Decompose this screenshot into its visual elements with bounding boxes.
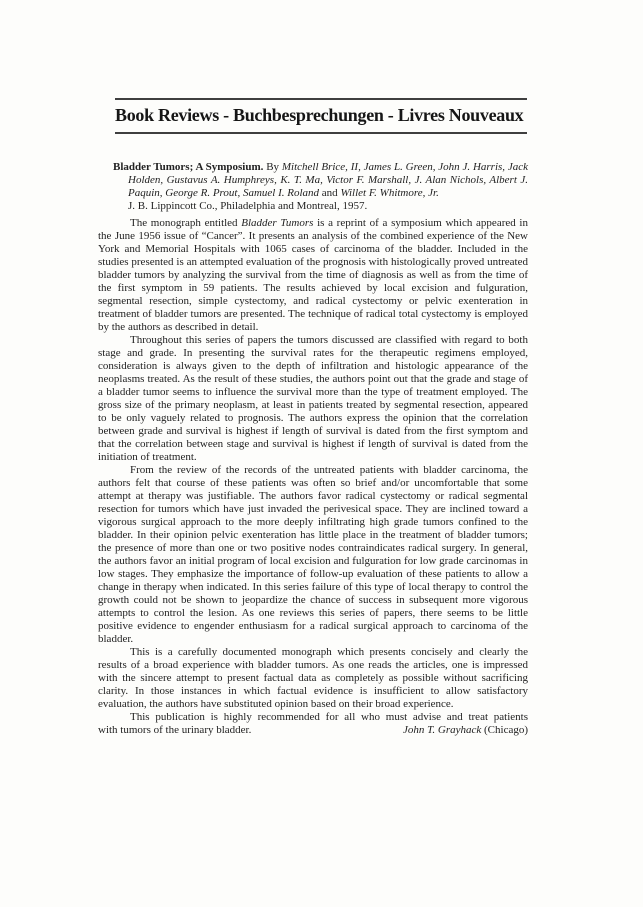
citation-authors-part2: Willet F. Whitmore, Jr. xyxy=(340,187,439,199)
closing-line-1: This publication is highly recommended for all who must advise and treat patients xyxy=(130,711,528,723)
closing-line-2-text: with tumors of the urinary bladder. xyxy=(98,724,252,736)
citation-and-word: and xyxy=(321,187,338,199)
review-paragraph-1 xyxy=(98,217,528,334)
citation-book-title: Bladder Tumors; A Symposium. xyxy=(113,161,264,173)
masthead xyxy=(115,98,527,134)
citation-by-word: By xyxy=(266,161,280,173)
reviewer-location: (Chicago) xyxy=(484,724,528,736)
review-paragraph-2: Throughout this series of papers the tumors discussed are classified with regard to both stage and grade. In presenting the survival rates for the therapeutic regimens employed, consideration is always given to the depth of infiltration and histologic appearance of the neoplasms treated. As the result of these studies, the authors point out that the grade and stage of a bladder tumor seems to influence the survival more than the type of treatment employed. The gross size of the primary neoplasm, at least in patients treated by segmental resection, appeared to be only vaguely related to prognosis. The authors express the opinion that the correlation between grade and survival is highest if length of survival is dated from the first symptom and that the correlation between stage and survival is highest if length of survival is dated from the initiation of treatment. xyxy=(98,334,528,463)
book-citation xyxy=(98,161,528,213)
review-paragraph-4: This is a carefully documented monograph which presents concisely and clearly the results of a broad experience with bladder tumors. As one reads the articles, one is impressed with the sincere attempt to present factual data as completely as possible without sacrificing clarity. In those instances in which factual evidence is insufficient to allow satisfactory evaluation, the authors have substituted opinion based on their broad experience. xyxy=(98,646,528,710)
paragraph1-text-after: is a reprint of a symposium which appeared in the June 1956 issue of “Cancer”. It presents an analysis of the combined experience of the New York and Memorial Hospitals with 1065 cases of carcinoma of the bladder. Included in the studies presented is an attempted evaluation of the prognosis with histologically proved untreated bladder tumors by analyzing the survival from the time of diagnosis as well as from the time of the first symptom in 59 patients. The results achieved by local excision and fulguration, segmental resection, simple cystectomy, and radical cystectomy or pelvic exenteration in treatment of bladder tumors are presented. The technique of radical total cystectomy is employed by the authors as described in detail. xyxy=(98,217,528,333)
page-title: Book Reviews - Buchbesprechungen - Livres Nouveaux xyxy=(115,105,524,125)
review-paragraph-3: From the review of the records of the untreated patients with bladder carcinoma, the authors felt that course of these patients was often so brief and/or uncomfortable that some attempt at therapy was justifiable. The authors favor radical cystectomy or radical segmental resection for tumors which have just invaded the perivesical space. They are inclined toward a vigorous surgical approach to the more deeply infiltrating high grade tumors confined to the bladder. In their opinion pelvic exenteration has little place in the treatment of bladder tumors; the presence of more than one or two positive nodes contraindicates radical surgery. In general, the authors favor an initial program of local excision and fulguration for low grade carcinomas in low stages. They emphasize the importance of follow-up evaluation of these patients to allow a change in therapy when indicated. In this series failure of this type of local therapy to control the growth could not be shown to jeopardize the chance of success in subsequent more vigorous attempts to control the lesion. As one reviews this series of papers, there seems to be little positive evidence to engender enthusiasm for a radical surgical approach to carcinoma of the bladder. xyxy=(98,464,528,645)
closing-paragraph xyxy=(98,711,528,737)
citation-authors-part1: Mitchell Brice, II, James L. Green, John J. Harris, Jack Holden, Gustavus A. Humphreys, K. T. Ma, Victor F. Marshall, J. Alan Nichols, Albert J. Paquin, George R. Prout, Samuel I. Roland xyxy=(128,161,529,199)
closing-line-2 xyxy=(98,724,528,737)
reviewer-name: John T. Grayhack xyxy=(402,724,482,736)
paragraph1-book-title: Bladder Tumors xyxy=(241,217,314,229)
review-article xyxy=(98,161,528,737)
paragraph1-text-before: The monograph entitled xyxy=(130,217,238,229)
reviewer-signature xyxy=(403,724,528,737)
citation-publisher: J. B. Lippincott Co., Philadelphia and Montreal, 1957. xyxy=(128,200,368,212)
